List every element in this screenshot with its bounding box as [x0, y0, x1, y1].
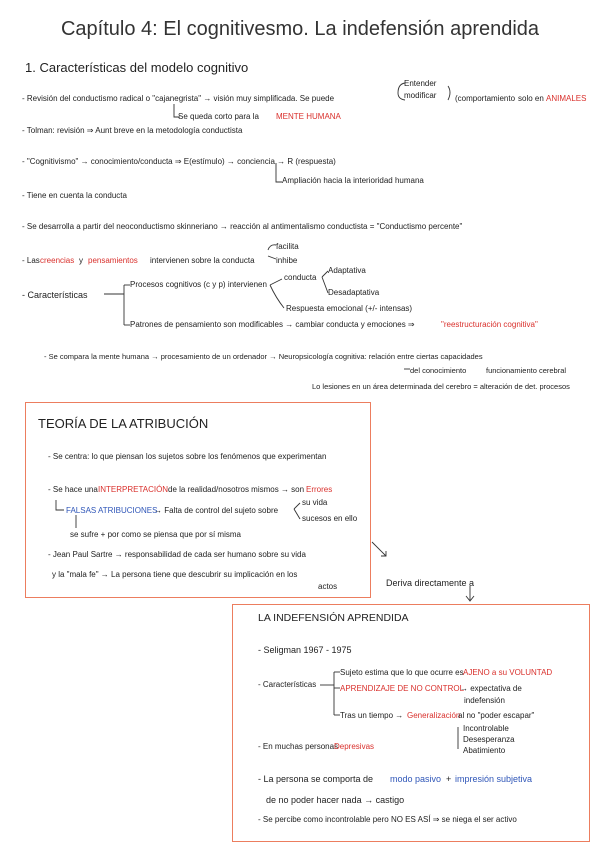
reestructuracion-highlight: "reestructuración cognitiva": [441, 320, 538, 329]
incontrolable-text: Incontrolable: [463, 724, 509, 733]
poder-escapar-text: al no "poder escapar": [458, 711, 535, 720]
modo-pasivo-highlight: modo pasivo: [390, 774, 442, 784]
generalizacion-highlight: Generalización: [407, 711, 461, 720]
mala-fe-line: y la "mala fe" → La persona tiene que descubrir su implicación en los: [52, 570, 298, 579]
persona-text: - La persona se comporta de: [258, 774, 374, 784]
las-text: - Las: [22, 256, 40, 265]
section-heading: 1. Características del modelo cognitivo: [25, 60, 249, 75]
compara-line: - Se compara la mente humana → procesamiento de un ordenador → Neuropsicología cognitiva: relación entre ciertas capacidades: [44, 352, 483, 361]
funcionamiento-text: funcionamiento cerebral: [486, 366, 567, 375]
falta-control-text: → Falta de control del sujeto sobre: [154, 506, 279, 515]
hace-una-text: - Se hace una: [48, 485, 98, 494]
tiene-line: - Tiene en cuenta la conducta: [22, 191, 127, 200]
actos-text: actos: [318, 582, 338, 591]
animales-highlight: ANIMALES: [546, 94, 587, 103]
indefension-heading: LA INDEFENSIÓN APRENDIDA: [258, 612, 409, 624]
expectativa-text: → expectativa de: [460, 684, 522, 693]
sujeto-text: Sujeto estima que lo que ocurre es: [340, 668, 464, 677]
indefension-box: [232, 604, 590, 842]
se-queda-text: Se queda corto para la: [178, 112, 259, 121]
deriva-text: Deriva directamente a: [386, 578, 475, 588]
mente-humana-highlight: MENTE HUMANA: [276, 112, 341, 121]
su-vida-text: su vida: [302, 498, 328, 507]
aprendizaje-highlight: APRENDIZAJE DE NO CONTROL: [340, 684, 465, 693]
adaptativa-text: Adaptativa: [328, 266, 366, 275]
seligman-line: - Seligman 1967 - 1975: [258, 645, 352, 655]
cognitivismo-line: - "Cognitivismo" → conocimiento/conducta ⇒ E(estímulo) → conciencia → R (respuesta): [22, 157, 336, 166]
ampliacion-text: Ampliación hacia la interioridad humana: [282, 176, 424, 185]
inhibe-text: inhibe: [276, 256, 298, 265]
desadaptativa-text: Desadaptativa: [328, 288, 380, 297]
lesiones-text: Lo lesiones en un área determinada del cerebro = alteración de det. procesos: [312, 382, 570, 391]
entender-modificar: Entender modificar: [404, 79, 437, 100]
plus-text: +: [446, 774, 452, 784]
desesperanza-text: Desesperanza: [463, 735, 515, 744]
indefension-word: indefensión: [464, 696, 505, 705]
sartre-line: - Jean Paul Sartre → responsabilidad de cada ser humano sobre su vida: [48, 550, 306, 559]
desarrolla-line: - Se desarrolla a partir del neoconductismo skinneriano → reacción al antimentalismo conductista = "Conductismo percente": [22, 222, 463, 231]
percibe-text: - Se percibe como incontrolable pero NO ES ASÍ ⇒ se niega el ser activo: [258, 815, 517, 824]
pensamientos-highlight: pensamientos: [88, 256, 138, 265]
del-conocimiento-text: del conocimiento: [410, 366, 467, 375]
no-poder-text: de no poder hacer nada → castigo: [266, 795, 405, 805]
indef-caracteristicas: - Características: [258, 680, 317, 689]
realidad-text: de la realidad/nosotros mismos → son: [168, 485, 305, 494]
falsas-atribuciones-highlight: FALSAS ATRIBUCIONES: [66, 506, 158, 515]
y-text: y: [79, 256, 83, 265]
creencias-highlight: creencias: [40, 256, 75, 265]
revision-line: - Revisión del conductismo radical o "cajanegrista" → visión muy simplificada. Se puede: [22, 94, 335, 103]
impresion-highlight: impresión subjetiva: [455, 774, 533, 784]
page-title: Capítulo 4: El cognitivesmo. La indefensión aprendida: [60, 18, 540, 40]
tolman-line: - Tolman: revisión ⇒ Aunt breve en la metodología conductista: [22, 126, 243, 135]
atribucion-heading: TEORÍA DE LA ATRIBUCIÓN: [38, 416, 209, 431]
patrones-text: Patrones de pensamiento son modificables → cambiar conducta y emociones ⇒: [130, 320, 415, 329]
conducta-text: conducta: [284, 273, 317, 282]
centra-line: - Se centra: lo que piensan los sujetos sobre los fenómenos que experimentan: [48, 452, 327, 461]
interpretacion-highlight: INTERPRETACIÓN: [98, 485, 169, 494]
solo-en-text: solo en: [518, 94, 544, 103]
respuesta-emocional-text: Respuesta emocional (+/- intensas): [286, 304, 413, 313]
caracteristicas-label: - Características: [22, 290, 88, 300]
intervienen-text: intervienen sobre la conducta: [150, 256, 255, 265]
muchas-text: - En muchas personas: [258, 742, 339, 751]
sufre-text: se sufre + por como se piensa que por sí misma: [70, 530, 241, 539]
comportamiento-text: (comportamiento: [455, 94, 516, 103]
errores-highlight: Errores: [306, 485, 333, 494]
facilita-text: facilita: [276, 242, 299, 251]
depresivas-highlight: Depresivas: [334, 742, 375, 751]
tras-text: Tras un tiempo →: [340, 711, 404, 720]
abatimiento-text: Abatimiento: [463, 746, 506, 755]
ajeno-highlight: AJENO a su VOLUNTAD: [463, 668, 553, 677]
sucesos-text: sucesos en ello: [302, 514, 358, 523]
procesos-text: Procesos cognitivos (c y p) intervienen: [130, 280, 267, 289]
